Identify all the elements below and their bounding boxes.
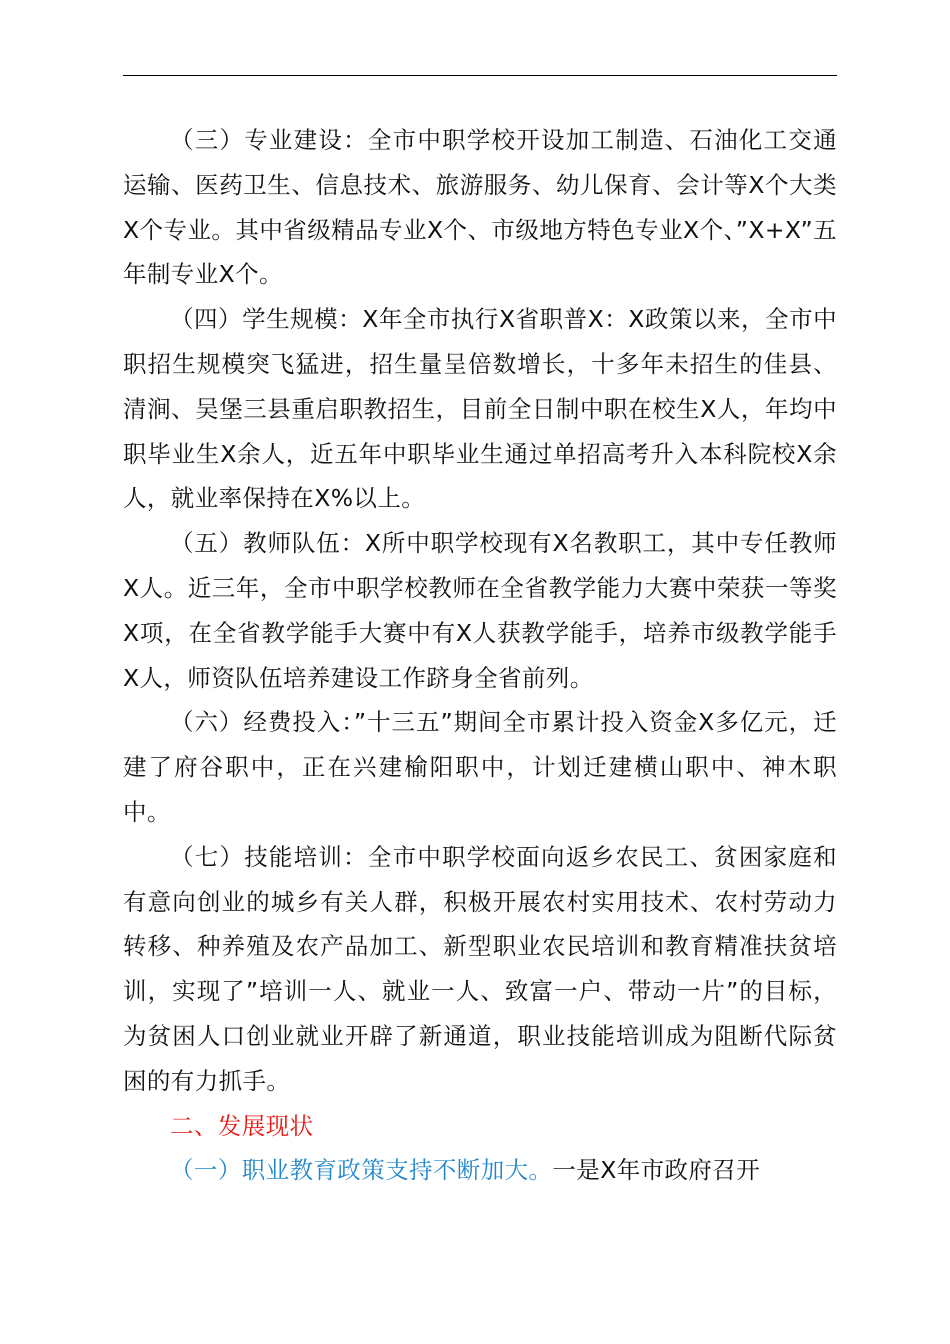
subsection-heading-policy-support: （一）职业教育政策支持不断加大。 <box>170 1156 553 1185</box>
paragraph-funding-investment: （六）经费投入：”十三五”期间全市累计投入资金X多亿元，迁建了府谷职中，正在兴建榆阳职中，计划迁建横山职中、神木职中。 <box>123 708 837 826</box>
document-body <box>123 118 837 1193</box>
subsection-text: 一是X年市政府召开 <box>552 1156 761 1185</box>
paragraph-student-scale: （四）学生规模：X年全市执行X省职普X：X政策以来，全市中职招生规模突飞猛进，招生量呈倍数增长，十多年未招生的佳县、清涧、吴堡三县重启职教招生，目前全日制中职在校生X人，年均中职毕业生X余人，近五年中职毕业生通过单招高考升入本科院校X余人，就业率保持在X%以上。 <box>123 305 837 513</box>
header-rule <box>123 75 837 76</box>
paragraph-skills-training: （七）技能培训：全市中职学校面向返乡农民工、贫困家庭和有意向创业的城乡有关人群，积极开展农村实用技术、农村劳动力转移、种养殖及农产品加工、新型职业农民培训和教育精准扶贫培训，实现了”培训一人、就业一人、致富一户、带动一片”的目标，为贫困人口创业就业开辟了新通道，职业技能培训成为阻断代际贫困的有力抓手。 <box>123 842 837 1095</box>
section-heading-development-status: 二、发展现状 <box>170 1111 314 1140</box>
paragraph-teacher-team: （五）教师队伍：X所中职学校现有X名教职工，其中专任教师X人。近三年，全市中职学校教师在全省教学能力大赛中荣获一等奖X项，在全省教学能手大赛中有X人获教学能手，培养市级教学能手X人，师资队伍培养建设工作跻身全省前列。 <box>123 529 837 692</box>
paragraph-professional-construction: （三）专业建设：全市中职学校开设加工制造、石油化工交通运输、医药卫生、信息技术、旅游服务、幼儿保育、会计等X个大类X个专业。其中省级精品专业X个、市级地方特色专业X个、”X+X”五年制专业X个。 <box>123 126 837 289</box>
paragraph-policy-support <box>123 1148 837 1193</box>
